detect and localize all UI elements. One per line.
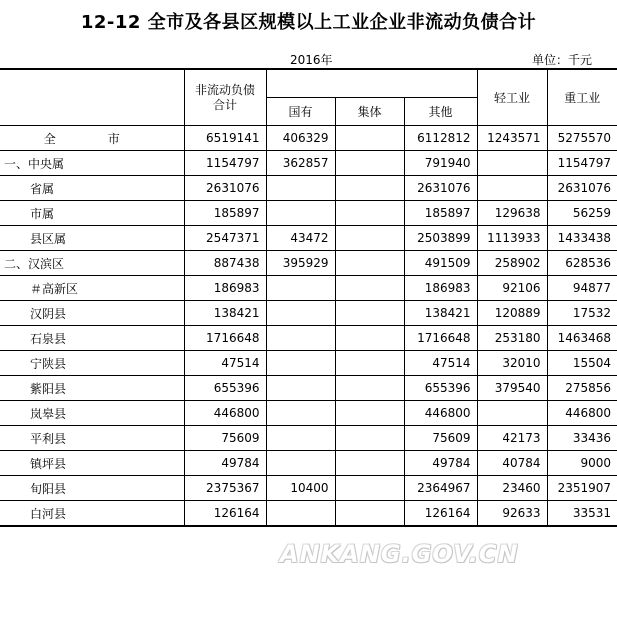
value-cell-total: 1154797: [184, 151, 266, 176]
column-header-light: 轻工业: [477, 69, 547, 126]
region-name-cell: 旬阳县: [0, 476, 184, 501]
value-cell-state: 395929: [266, 251, 335, 276]
data-table: [0, 68, 617, 527]
column-header-total-line2: 合计: [212, 97, 237, 112]
value-cell-heavy: 9000: [547, 451, 617, 476]
value-cell-light: [477, 401, 547, 426]
value-cell-other: 6112812: [404, 126, 477, 151]
value-cell-light: 1113933: [477, 226, 547, 251]
value-cell-light: 1243571: [477, 126, 547, 151]
value-cell-light: 92633: [477, 501, 547, 527]
value-cell-other: 185897: [404, 201, 477, 226]
value-cell-state: [266, 426, 335, 451]
table-row: [0, 501, 617, 527]
value-cell-total: 446800: [184, 401, 266, 426]
value-cell-light: 23460: [477, 476, 547, 501]
value-cell-state: [266, 301, 335, 326]
value-cell-light: 32010: [477, 351, 547, 376]
column-header-total-line1: 非流动负债: [194, 82, 255, 97]
value-cell-heavy: 1154797: [547, 151, 617, 176]
table-row: [0, 151, 617, 176]
watermark-logo: ANKANG.GOV.CN: [280, 540, 519, 568]
value-cell-heavy: 17532: [547, 301, 617, 326]
value-cell-heavy: 33531: [547, 501, 617, 527]
value-cell-total: 185897: [184, 201, 266, 226]
table-row: [0, 351, 617, 376]
value-cell-collective: [335, 376, 404, 401]
table-row: [0, 226, 617, 251]
value-cell-other: 186983: [404, 276, 477, 301]
value-cell-total: 6519141: [184, 126, 266, 151]
value-cell-state: [266, 201, 335, 226]
value-cell-light: 42173: [477, 426, 547, 451]
value-cell-total: 887438: [184, 251, 266, 276]
value-cell-state: [266, 401, 335, 426]
value-cell-other: 1716648: [404, 326, 477, 351]
region-name-cell: 全 市: [0, 126, 184, 151]
value-cell-state: [266, 451, 335, 476]
value-cell-collective: [335, 276, 404, 301]
table-row: [0, 201, 617, 226]
region-name-cell: 县区属: [0, 226, 184, 251]
value-cell-light: 129638: [477, 201, 547, 226]
value-cell-heavy: 1463468: [547, 326, 617, 351]
value-cell-total: 655396: [184, 376, 266, 401]
value-cell-other: 126164: [404, 501, 477, 527]
value-cell-light: 40784: [477, 451, 547, 476]
value-cell-other: 138421: [404, 301, 477, 326]
value-cell-state: [266, 351, 335, 376]
ownership-group-header: [266, 69, 477, 98]
region-name-cell: 省属: [0, 176, 184, 201]
year-label: 2016年: [290, 53, 333, 67]
value-cell-total: 1716648: [184, 326, 266, 351]
table-row: [0, 176, 617, 201]
value-cell-other: 2631076: [404, 176, 477, 201]
value-cell-collective: [335, 176, 404, 201]
value-cell-state: 10400: [266, 476, 335, 501]
value-cell-other: 49784: [404, 451, 477, 476]
value-cell-total: 126164: [184, 501, 266, 527]
value-cell-collective: [335, 151, 404, 176]
region-name-cell: 一、中央属: [0, 151, 184, 176]
value-cell-total: 49784: [184, 451, 266, 476]
value-cell-collective: [335, 451, 404, 476]
value-cell-light: 258902: [477, 251, 547, 276]
value-cell-heavy: 1433438: [547, 226, 617, 251]
value-cell-heavy: 2351907: [547, 476, 617, 501]
column-header-heavy: 重工业: [547, 69, 617, 126]
value-cell-total: 2631076: [184, 176, 266, 201]
value-cell-collective: [335, 226, 404, 251]
value-cell-state: 406329: [266, 126, 335, 151]
value-cell-heavy: 94877: [547, 276, 617, 301]
value-cell-total: 47514: [184, 351, 266, 376]
value-cell-other: 75609: [404, 426, 477, 451]
value-cell-collective: [335, 326, 404, 351]
value-cell-other: 491509: [404, 251, 477, 276]
table-row: [0, 451, 617, 476]
value-cell-state: [266, 326, 335, 351]
table-row: [0, 126, 617, 151]
column-header-collective: 集体: [335, 98, 404, 126]
unit-label: 单位：千元: [532, 53, 593, 67]
value-cell-other: 47514: [404, 351, 477, 376]
value-cell-other: 2503899: [404, 226, 477, 251]
value-cell-light: 92106: [477, 276, 547, 301]
value-cell-total: 2547371: [184, 226, 266, 251]
value-cell-heavy: 15504: [547, 351, 617, 376]
value-cell-collective: [335, 126, 404, 151]
table-row: [0, 376, 617, 401]
value-cell-collective: [335, 476, 404, 501]
table-row: [0, 401, 617, 426]
value-cell-total: 2375367: [184, 476, 266, 501]
value-cell-heavy: 5275570: [547, 126, 617, 151]
value-cell-state: [266, 276, 335, 301]
value-cell-light: [477, 151, 547, 176]
region-name-cell: 岚皋县: [0, 401, 184, 426]
value-cell-state: 43472: [266, 226, 335, 251]
value-cell-heavy: 275856: [547, 376, 617, 401]
value-cell-other: 2364967: [404, 476, 477, 501]
value-cell-collective: [335, 351, 404, 376]
table-row: [0, 276, 617, 301]
region-name-cell: 石泉县: [0, 326, 184, 351]
value-cell-total: 186983: [184, 276, 266, 301]
value-cell-collective: [335, 426, 404, 451]
value-cell-state: [266, 501, 335, 527]
value-cell-collective: [335, 501, 404, 527]
table-row: [0, 301, 617, 326]
value-cell-collective: [335, 201, 404, 226]
column-header-state: 国有: [266, 98, 335, 126]
value-cell-total: 75609: [184, 426, 266, 451]
value-cell-heavy: 2631076: [547, 176, 617, 201]
region-name-cell: 镇坪县: [0, 451, 184, 476]
value-cell-other: 655396: [404, 376, 477, 401]
region-name-cell: 紫阳县: [0, 376, 184, 401]
value-cell-collective: [335, 301, 404, 326]
value-cell-heavy: 446800: [547, 401, 617, 426]
value-cell-light: [477, 176, 547, 201]
value-cell-light: 253180: [477, 326, 547, 351]
page-title: 12-12 全市及各县区规模以上工业企业非流动负债合计: [80, 12, 537, 33]
value-cell-other: 791940: [404, 151, 477, 176]
value-cell-state: [266, 376, 335, 401]
value-cell-state: 362857: [266, 151, 335, 176]
region-name-cell: 汉阴县: [0, 301, 184, 326]
table-row: [0, 326, 617, 351]
value-cell-light: 379540: [477, 376, 547, 401]
value-cell-collective: [335, 251, 404, 276]
value-cell-other: 446800: [404, 401, 477, 426]
column-header-other: 其他: [404, 98, 477, 126]
table-row: [0, 426, 617, 451]
value-cell-total: 138421: [184, 301, 266, 326]
region-name-cell: 白河县: [0, 501, 184, 527]
region-name-cell: ＃高新区: [0, 276, 184, 301]
value-cell-state: [266, 176, 335, 201]
column-header-total: [184, 69, 266, 126]
region-name-cell: 宁陕县: [0, 351, 184, 376]
value-cell-heavy: 33436: [547, 426, 617, 451]
region-name-cell: 市属: [0, 201, 184, 226]
row-header-cell: [0, 69, 184, 126]
value-cell-heavy: 628536: [547, 251, 617, 276]
value-cell-light: 120889: [477, 301, 547, 326]
table-body: [0, 126, 617, 527]
region-name-cell: 平利县: [0, 426, 184, 451]
region-name-cell: 二、汉滨区: [0, 251, 184, 276]
value-cell-heavy: 56259: [547, 201, 617, 226]
table-row: [0, 251, 617, 276]
value-cell-collective: [335, 401, 404, 426]
table-row: [0, 476, 617, 501]
